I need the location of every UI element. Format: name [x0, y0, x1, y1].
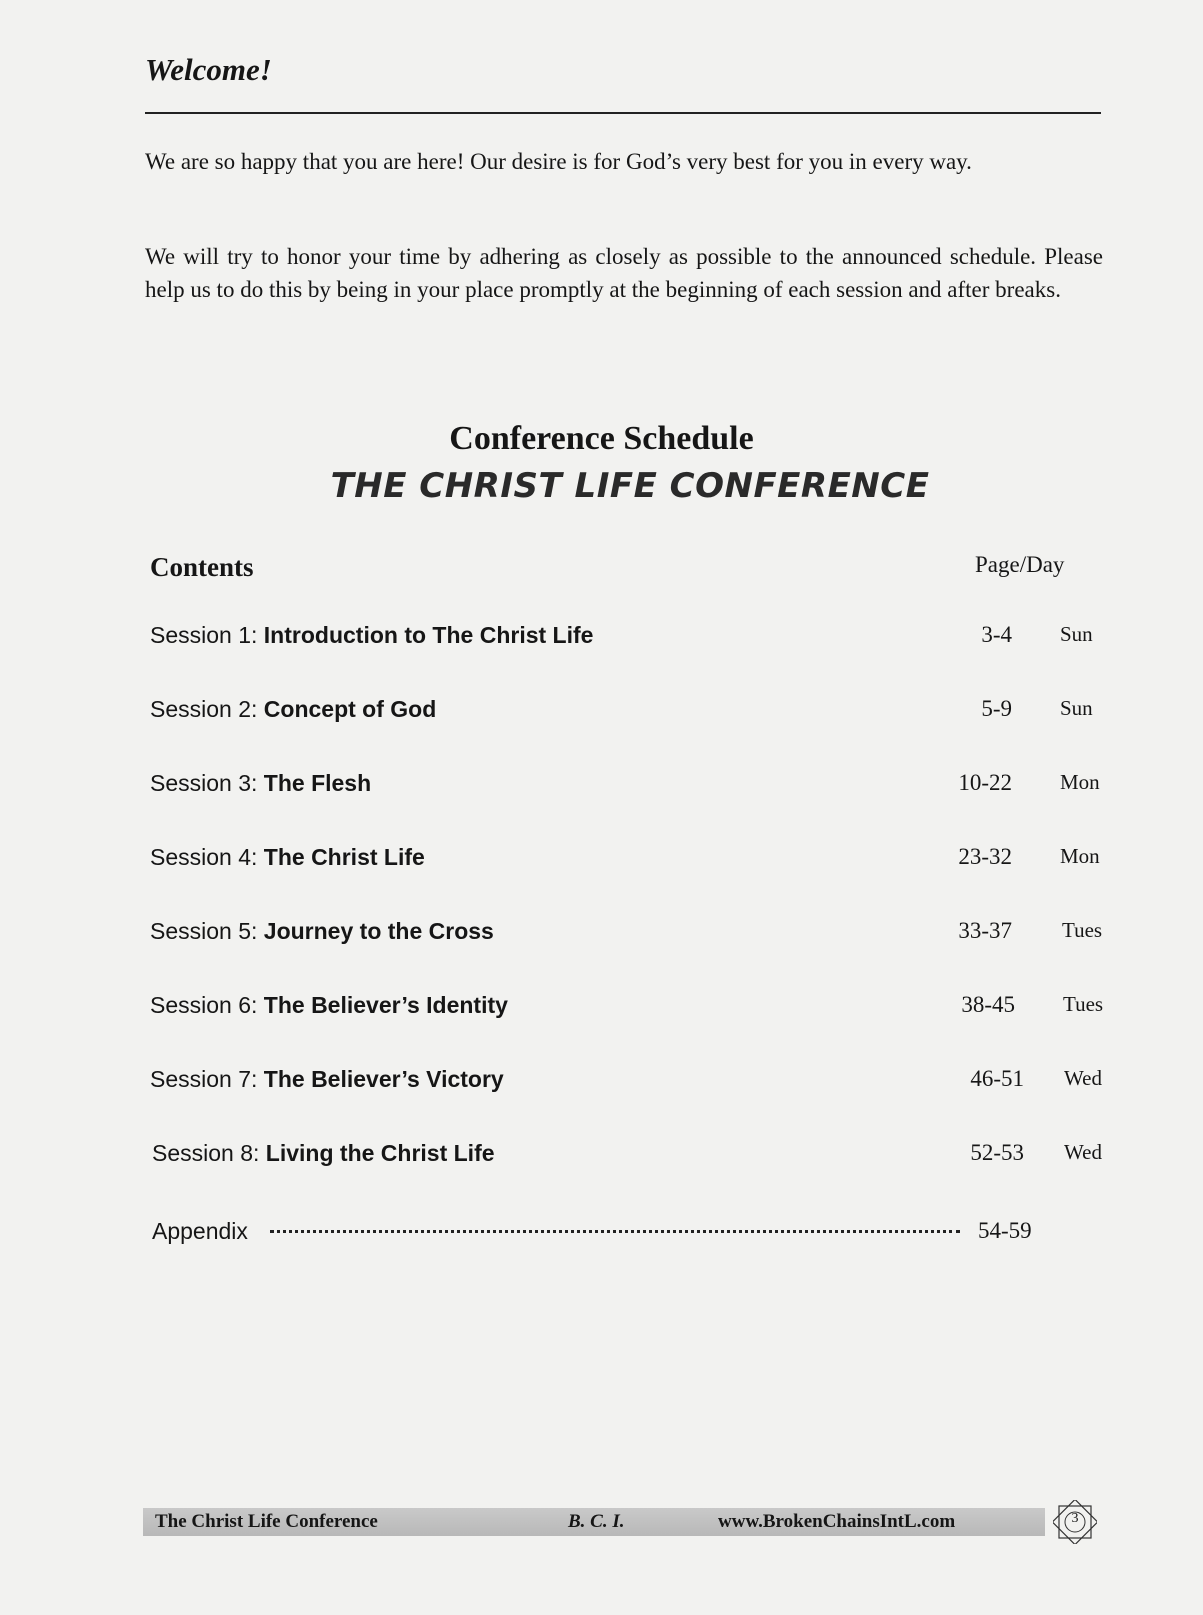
welcome-divider — [145, 112, 1101, 114]
session-day: Sun — [1060, 696, 1093, 720]
session-name: The Flesh — [263, 770, 372, 796]
appendix-leader-dots — [270, 1230, 960, 1233]
session-title — [150, 696, 436, 723]
session-title — [150, 770, 371, 797]
session-day: Mon — [1060, 770, 1100, 794]
session-label: Session 1: — [150, 622, 258, 648]
session-row-3 — [0, 770, 1203, 810]
session-label: Session 5: — [150, 918, 258, 944]
session-name: The Believer’s Identity — [263, 992, 508, 1018]
page-day-label: Page/Day — [975, 552, 1065, 577]
session-day: Wed — [1064, 1140, 1102, 1164]
session-name: The Believer’s Victory — [263, 1066, 504, 1092]
session-name: Journey to the Cross — [263, 918, 494, 944]
footer-website: www.BrokenChainsIntL.com — [718, 1511, 956, 1532]
session-row-6 — [0, 992, 1203, 1032]
conference-title: THE CHRIST LIFE CONFERENCE — [330, 466, 930, 506]
appendix-pages: 54-59 — [978, 1218, 1032, 1243]
session-title — [150, 1066, 504, 1093]
footer-bar — [143, 1508, 1045, 1536]
session-name: Concept of God — [263, 696, 437, 722]
session-day: Wed — [1064, 1066, 1102, 1090]
session-pages: 23-32 — [958, 844, 1012, 869]
session-title — [150, 844, 425, 871]
session-row-8 — [0, 1140, 1203, 1180]
session-row-1 — [0, 622, 1203, 662]
session-label: Session 7: — [150, 1066, 258, 1092]
session-label: Session 8: — [152, 1140, 260, 1166]
session-name: The Christ Life — [263, 844, 425, 870]
appendix-label: Appendix — [152, 1218, 248, 1244]
session-label: Session 4: — [150, 844, 258, 870]
welcome-paragraph-1: We are so happy that you are here! Our desire is for God’s very best for you in every way. — [145, 149, 972, 174]
session-row-5 — [0, 918, 1203, 958]
session-pages: 33-37 — [958, 918, 1012, 943]
page-number: 3 — [1071, 1511, 1079, 1526]
welcome-paragraph-2: We will try to honor your time by adhering as closely as possible to the announced schedule. Please help us to do this by being in your place promptly at the beginning of each session and after breaks. — [145, 244, 1103, 302]
session-title — [150, 992, 508, 1019]
session-pages: 52-53 — [970, 1140, 1024, 1165]
schedule-heading: Conference Schedule — [449, 420, 754, 457]
footer-org: B. C. I. — [568, 1511, 625, 1532]
session-pages: 38-45 — [961, 992, 1015, 1017]
session-name: Living the Christ Life — [265, 1140, 495, 1166]
session-day: Tues — [1062, 918, 1103, 942]
session-row-7 — [0, 1066, 1203, 1106]
session-row-2 — [0, 696, 1203, 736]
session-title — [152, 1140, 495, 1167]
session-pages: 10-22 — [958, 770, 1012, 795]
session-pages: 5-9 — [981, 696, 1012, 721]
session-title — [150, 918, 494, 945]
footer-title: The Christ Life Conference — [155, 1511, 378, 1532]
session-pages: 46-51 — [970, 1066, 1024, 1091]
session-pages: 3-4 — [981, 622, 1012, 647]
session-title — [150, 622, 593, 649]
session-day: Tues — [1063, 992, 1104, 1016]
session-label: Session 6: — [150, 992, 258, 1018]
session-day: Sun — [1060, 622, 1093, 646]
session-day: Mon — [1060, 844, 1100, 868]
session-row-4 — [0, 844, 1203, 884]
session-label: Session 2: — [150, 696, 258, 722]
session-name: Introduction to The Christ Life — [263, 622, 594, 648]
contents-label: Contents — [150, 552, 254, 582]
session-label: Session 3: — [150, 770, 258, 796]
welcome-title: Welcome! — [145, 52, 272, 87]
